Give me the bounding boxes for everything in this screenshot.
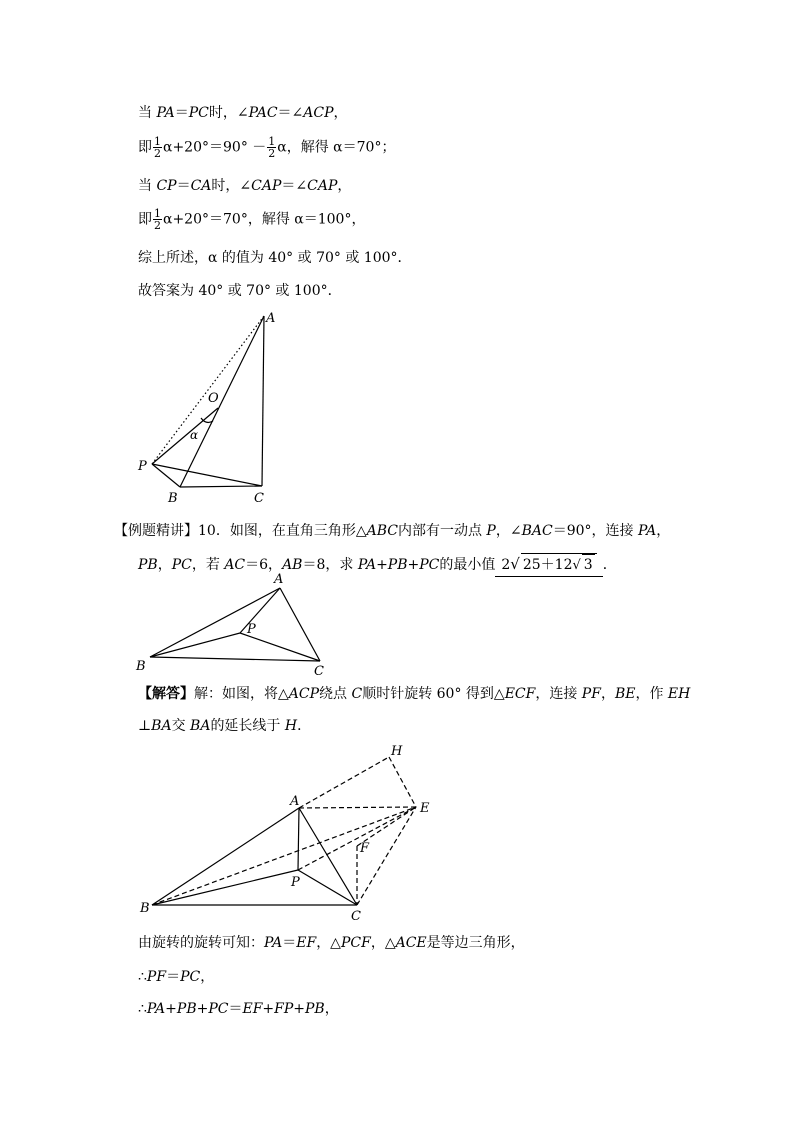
- label-C: C: [314, 664, 324, 679]
- label-P: P: [291, 875, 300, 890]
- label-O: O: [208, 391, 219, 406]
- text-line-3: 当 CP＝CA时，∠CAP＝∠CAP，: [138, 178, 352, 194]
- result-line-2: ∴PF＝PC，: [138, 969, 215, 985]
- segment-AP: [298, 808, 299, 870]
- text-line-1: 当 PA＝PC时，∠PAC＝∠ACP，: [138, 105, 348, 121]
- label-P: P: [247, 622, 256, 637]
- label-B: B: [168, 491, 178, 506]
- text-line-6: 故答案为 40° 或 70° 或 100°．: [138, 283, 342, 299]
- label-P: P: [138, 459, 147, 474]
- example-line-1: 【例题精讲】10．如图，在直角三角形△ABC内部有一动点 P，∠BAC＝90°，连接 PA，: [114, 523, 671, 539]
- segment-PB: [152, 870, 298, 905]
- fraction-half: $\frac{1}{2}$: [268, 135, 276, 160]
- dashed-CE: [357, 807, 416, 905]
- label-alpha: α: [190, 428, 199, 442]
- label-F: F: [360, 841, 370, 856]
- dashed-HE: [389, 757, 416, 807]
- label-B: B: [140, 901, 150, 916]
- text-line-4: 即 $\frac{1}{2}$ α+20°＝70°，解得 α＝100°，: [138, 207, 366, 232]
- result-line-3: ∴PA+PB+PC＝EF+FP+PB，: [138, 1001, 339, 1017]
- label-C: C: [254, 491, 264, 506]
- text-line-5: 综上所述，α 的值为 40° 或 70° 或 100°．: [138, 250, 412, 266]
- fraction-half: $\frac{1}{2}$: [154, 135, 161, 160]
- label-C: C: [351, 909, 361, 924]
- dashed-BE: [152, 807, 416, 905]
- label-A: A: [266, 311, 276, 326]
- example-line-2: PB，PC，若 AC＝6，AB＝8，求 PA+PB+PC的最小值 2√ 25＋12√ 3 ．: [138, 553, 617, 577]
- label-B: B: [136, 659, 146, 674]
- segment-AC: [299, 808, 357, 905]
- fraction-half: $\frac{1}{2}$: [154, 207, 161, 232]
- dashed-AE: [299, 807, 416, 808]
- solution-line-2: ⊥BA交 BA的延长线于 H．: [138, 718, 312, 734]
- label-A: A: [290, 794, 300, 809]
- result-line-1: 由旋转的旋转可知：PA＝EF，△PCF，△ACE是等边三角形，: [138, 935, 525, 951]
- answer-blank: 2√ 25＋12√ 3: [495, 553, 602, 577]
- text-line-2: 即 $\frac{1}{2}$ α+20°＝90° － $\frac{1}{2}$ α，解得 α＝70°；: [138, 135, 396, 160]
- dashed-PE: [298, 807, 416, 870]
- dashed-AH: [299, 757, 389, 808]
- solution-line-1: 【解答】解：如图，将△ACP绕点 C顺时针旋转 60° 得到△ECF，连接 PF，BE，作 EH: [138, 686, 691, 702]
- label-H: H: [391, 744, 403, 759]
- label-E: E: [420, 801, 430, 816]
- segment-PC: [298, 870, 357, 905]
- segment-BA: [152, 808, 299, 905]
- label-A: A: [274, 572, 284, 587]
